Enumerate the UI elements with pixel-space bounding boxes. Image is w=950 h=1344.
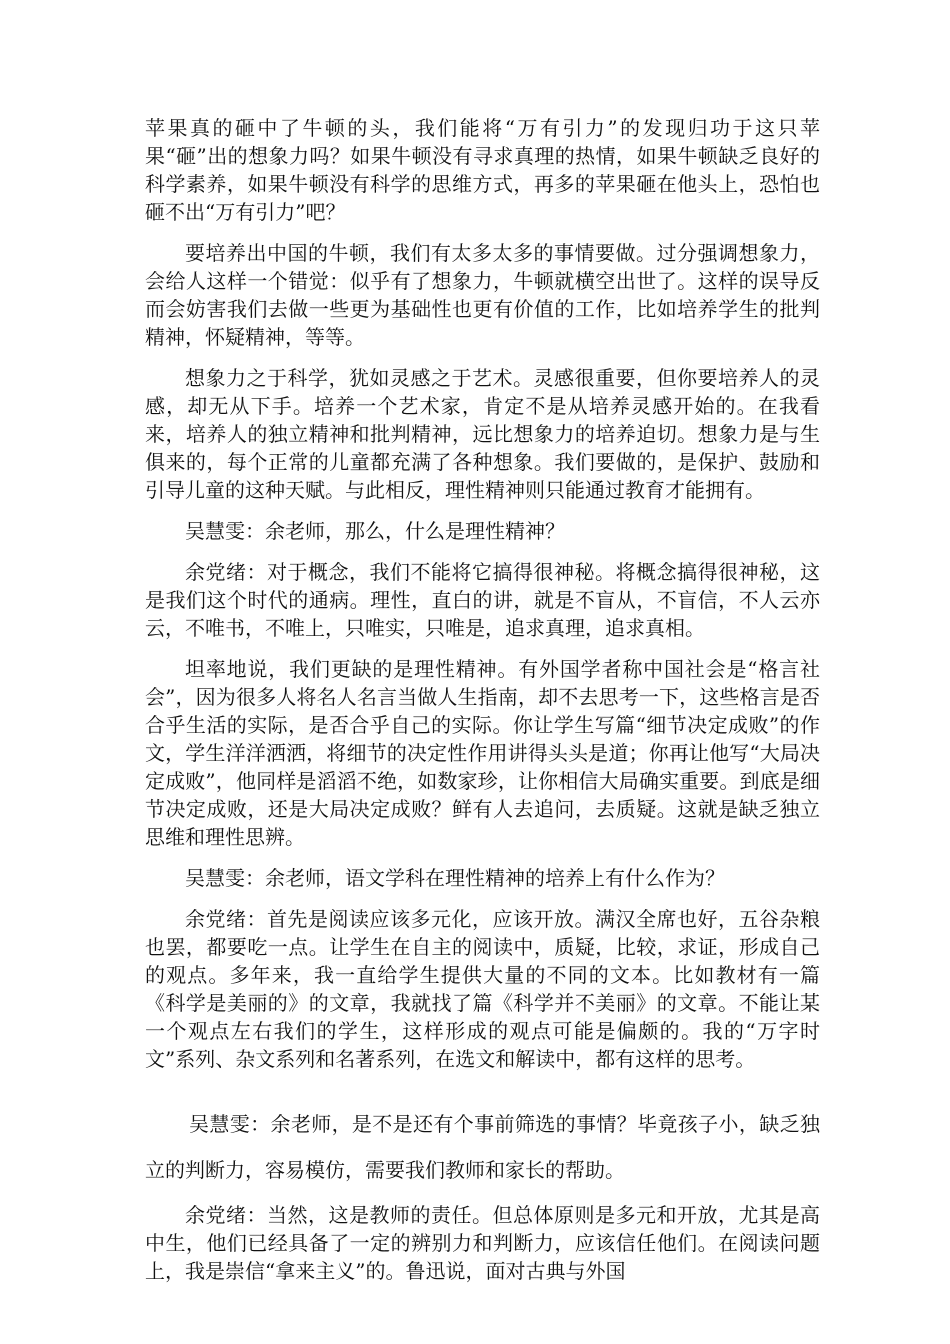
paragraph-chinese-newton: 要培养出中国的牛顿，我们有太多太多的事情要做。过分强调想象力，会给人这样一个错觉：似乎有了想象力，牛顿就横空出世了。这样的误导反而会妨害我们去做一些更为基础性也更有价值的工作，比如培养学生的批判精神，怀疑精神，等等。 — [145, 241, 820, 349]
paragraph-maxim-society: 坦率地说，我们更缺的是理性精神。有外国学者称中国社会是“格言社会”，因为很多人将名人名言当做人生指南，却不去思考一下，这些格言是否合乎生活的实际，是否合乎自己的实际。你让学生写篇“细节决定成败”的作文，学生洋洋洒洒，将细节的决定性作用讲得头头是道；你再让他写“大局决定成败”，他同样是滔滔不绝，如数家珍，让你相信大局确实重要。到底是细节决定成败，还是大局决定成败？鲜有人去追问，去质疑。这就是缺乏独立思维和理性思辨。 — [145, 657, 820, 849]
paragraph-imagination-inspiration: 想象力之于科学，犹如灵感之于艺术。灵感很重要，但你要培养人的灵感，却无从下手。培养一个艺术家，肯定不是从培养灵感开始的。在我看来，培养人的独立精神和批判精神，远比想象力的培养迫切。想象力是与生俱来的，每个正常的儿童都充满了各种想象。我们要做的，是保护、鼓励和引导儿童的这种天赋。与此相反，理性精神则只能通过教育才能拥有。 — [145, 366, 820, 502]
paragraph-answer-teacher-responsibility: 余党绪：当然，这是教师的责任。但总体原则是多元和开放，尤其是高中生，他们已经具备了一定的辨别力和判断力，应该信任他们。在阅读问题上，我是崇信“拿来主义”的。鲁迅说，面对古典与外国 — [145, 1203, 820, 1283]
paragraph-newton-apple: 苹果真的砸中了牛顿的头，我们能将“万有引力”的发现归功于这只苹果“砸”出的想象力吗？如果牛顿没有寻求真理的热情，如果牛顿缺乏良好的科学素养，如果牛顿没有科学的思维方式，再多的苹果砸在他头上，恐怕也砸不出“万有引力”吧？ — [145, 116, 820, 224]
paragraph-question-rational-spirit: 吴慧雯：余老师，那么，什么是理性精神？ — [185, 519, 565, 543]
paragraph-answer-rational-spirit: 余党绪：对于概念，我们不能将它搞得很神秘。将概念搞得很神秘，这是我们这个时代的通病。理性，直白的讲，就是不盲从，不盲信，不人云亦云，不唯书，不唯上，只唯实，只唯是，追求真理，追求真相。 — [145, 560, 820, 640]
paragraph-question-screening: 吴慧雯：余老师，是不是还有个事前筛选的事情？毕竟孩子小，缺乏独立的判断力，容易模仿，需要我们教师和家长的帮助。 — [145, 1112, 820, 1182]
article-body — [145, 114, 820, 1298]
paragraph-answer-diverse-reading: 余党绪：首先是阅读应该多元化，应该开放。满汉全席也好，五谷杂粮也罢，都要吃一点。让学生在自主的阅读中，质疑，比较，求证，形成自己的观点。多年来，我一直给学生提供大量的不同的文本。比如教材有一篇《科学是美丽的》的文章，我就找了篇《科学并不美丽》的文章。不能让某一个观点左右我们的学生，这样形成的观点可能是偏颇的。我的“万字时文”系列、杂文系列和名著系列，在选文和解读中，都有这样的思考。 — [145, 907, 820, 1071]
paragraph-question-chinese-subject: 吴慧雯：余老师，语文学科在理性精神的培养上有什么作为？ — [185, 866, 725, 890]
